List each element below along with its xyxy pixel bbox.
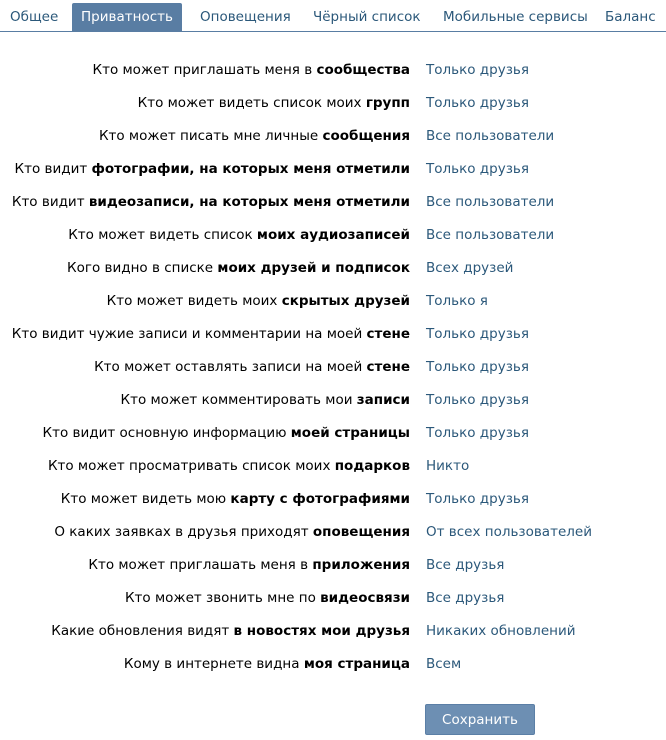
privacy-setting-row [0, 549, 666, 582]
setting-value-link[interactable]: Только друзья [426, 425, 529, 441]
setting-label [48, 450, 410, 483]
setting-value-link[interactable]: Только друзья [426, 491, 529, 507]
setting-label-text: Кто может приглашать меня в [88, 557, 313, 573]
setting-label-text: Кто может оставлять записи на моей [94, 359, 367, 375]
privacy-setting-row [0, 186, 666, 219]
setting-label [121, 384, 411, 417]
setting-value-link[interactable]: Только друзья [426, 392, 529, 408]
setting-label-text: Кто может звонить мне по [124, 590, 321, 606]
tab-blacklist[interactable]: Чёрный список [313, 9, 421, 25]
setting-label-bold: моих друзей и подписок [217, 260, 410, 276]
setting-label [51, 615, 410, 648]
setting-label-text: Кто может видеть мою [60, 491, 231, 507]
privacy-setting-row [0, 153, 666, 186]
privacy-setting-row [0, 582, 666, 615]
tab-privacy[interactable]: Приватность [72, 3, 182, 31]
privacy-setting-row [0, 351, 666, 384]
privacy-setting-row [0, 615, 666, 648]
setting-label-text: Кто может приглашать меня в [92, 62, 317, 78]
setting-label [94, 351, 410, 384]
setting-label-text: Кто может просматривать список моих [47, 458, 335, 474]
setting-value-link[interactable]: Никаких обновлений [426, 623, 576, 639]
setting-label-bold: стене [366, 326, 410, 342]
setting-label [67, 252, 410, 285]
setting-label-bold: приложения [312, 557, 410, 573]
setting-label [12, 318, 410, 351]
setting-label [124, 648, 410, 681]
setting-label-text: Кто видит [14, 161, 92, 177]
setting-label [15, 153, 411, 186]
setting-value-link[interactable]: Все пользователи [426, 227, 555, 243]
setting-value-link[interactable]: Все друзья [426, 590, 505, 606]
save-button[interactable]: Сохранить [425, 704, 535, 735]
setting-label-text: О каких заявках в друзья приходят [54, 524, 313, 540]
setting-value-link[interactable]: Только друзья [426, 326, 529, 342]
privacy-setting-row [0, 219, 666, 252]
privacy-setting-row [0, 54, 666, 87]
setting-value-link[interactable]: Всех друзей [426, 260, 514, 276]
setting-label-bold: моей страницы [290, 425, 410, 441]
setting-label [107, 285, 410, 318]
setting-value-link[interactable]: От всех пользователей [426, 524, 592, 540]
setting-label-text: Кто может видеть список моих [137, 95, 366, 111]
setting-label [99, 120, 410, 153]
setting-label-bold: видеозаписи, на которых меня отметили [88, 194, 410, 210]
setting-value-link[interactable]: Только друзья [426, 161, 529, 177]
privacy-setting-row [0, 516, 666, 549]
tab-notifications[interactable]: Оповещения [200, 9, 291, 25]
setting-label-text: Кого видно в списке [67, 260, 218, 276]
privacy-setting-row [0, 87, 666, 120]
setting-value-link[interactable]: Все друзья [426, 557, 505, 573]
setting-label-bold: сообщения [322, 128, 410, 144]
setting-label-text: Кто видит основную информацию [42, 425, 291, 441]
setting-label [12, 186, 410, 219]
setting-label-bold: оповещения [312, 524, 410, 540]
setting-label-text: Кому в интернете видна [123, 656, 304, 672]
tab-general[interactable]: Общее [10, 9, 59, 25]
setting-label-text: Кто может писать мне личные [98, 128, 323, 144]
privacy-settings-list [0, 54, 666, 681]
setting-label-bold: записи [356, 392, 410, 408]
setting-label-text: Кто видит [11, 194, 89, 210]
tab-balance[interactable]: Баланс [605, 9, 656, 25]
setting-label-bold: стене [366, 359, 410, 375]
setting-label [88, 549, 410, 582]
setting-label-bold: скрытых друзей [281, 293, 410, 309]
setting-label [68, 219, 410, 252]
privacy-setting-row [0, 120, 666, 153]
privacy-setting-row [0, 648, 666, 681]
setting-value-link[interactable]: Все пользователи [426, 128, 555, 144]
setting-value-link[interactable]: Все пользователи [426, 194, 555, 210]
setting-value-link[interactable]: Всем [426, 656, 462, 672]
setting-label-bold: в новостях мои друзья [233, 623, 410, 639]
privacy-setting-row [0, 417, 666, 450]
setting-value-link[interactable]: Никто [426, 458, 470, 474]
setting-value-link[interactable]: Только я [426, 293, 488, 309]
privacy-setting-row [0, 483, 666, 516]
setting-label-bold: моих аудиозаписей [256, 227, 410, 243]
setting-label-bold: фотографии, на которых меня отметили [91, 161, 410, 177]
setting-label [93, 54, 411, 87]
setting-label-bold: сообщества [316, 62, 410, 78]
setting-label-bold: видеосвязи [320, 590, 410, 606]
setting-value-link[interactable]: Только друзья [426, 359, 529, 375]
privacy-setting-row [0, 384, 666, 417]
setting-label-text: Кто может видеть моих [106, 293, 282, 309]
privacy-setting-row [0, 285, 666, 318]
setting-label-bold: моя страница [303, 656, 410, 672]
setting-label [125, 582, 410, 615]
setting-label-bold: карту с фотографиями [230, 491, 410, 507]
settings-tabs [0, 0, 666, 32]
setting-label [61, 483, 410, 516]
setting-label [54, 516, 410, 549]
setting-label-text: Какие обновления видят [51, 623, 234, 639]
setting-label-text: Кто может видеть список [68, 227, 257, 243]
setting-label [138, 87, 410, 120]
setting-value-link[interactable]: Только друзья [426, 62, 529, 78]
tab-mobile-services[interactable]: Мобильные сервисы [443, 9, 588, 25]
setting-label-text: Кто может комментировать мои [120, 392, 357, 408]
setting-label-text: Кто видит чужие записи и комментарии на моей [11, 326, 367, 342]
privacy-setting-row [0, 318, 666, 351]
privacy-setting-row [0, 450, 666, 483]
setting-label-bold: групп [365, 95, 410, 111]
setting-label [43, 417, 410, 450]
setting-value-link[interactable]: Только друзья [426, 95, 529, 111]
privacy-setting-row [0, 252, 666, 285]
setting-label-bold: подарков [334, 458, 410, 474]
